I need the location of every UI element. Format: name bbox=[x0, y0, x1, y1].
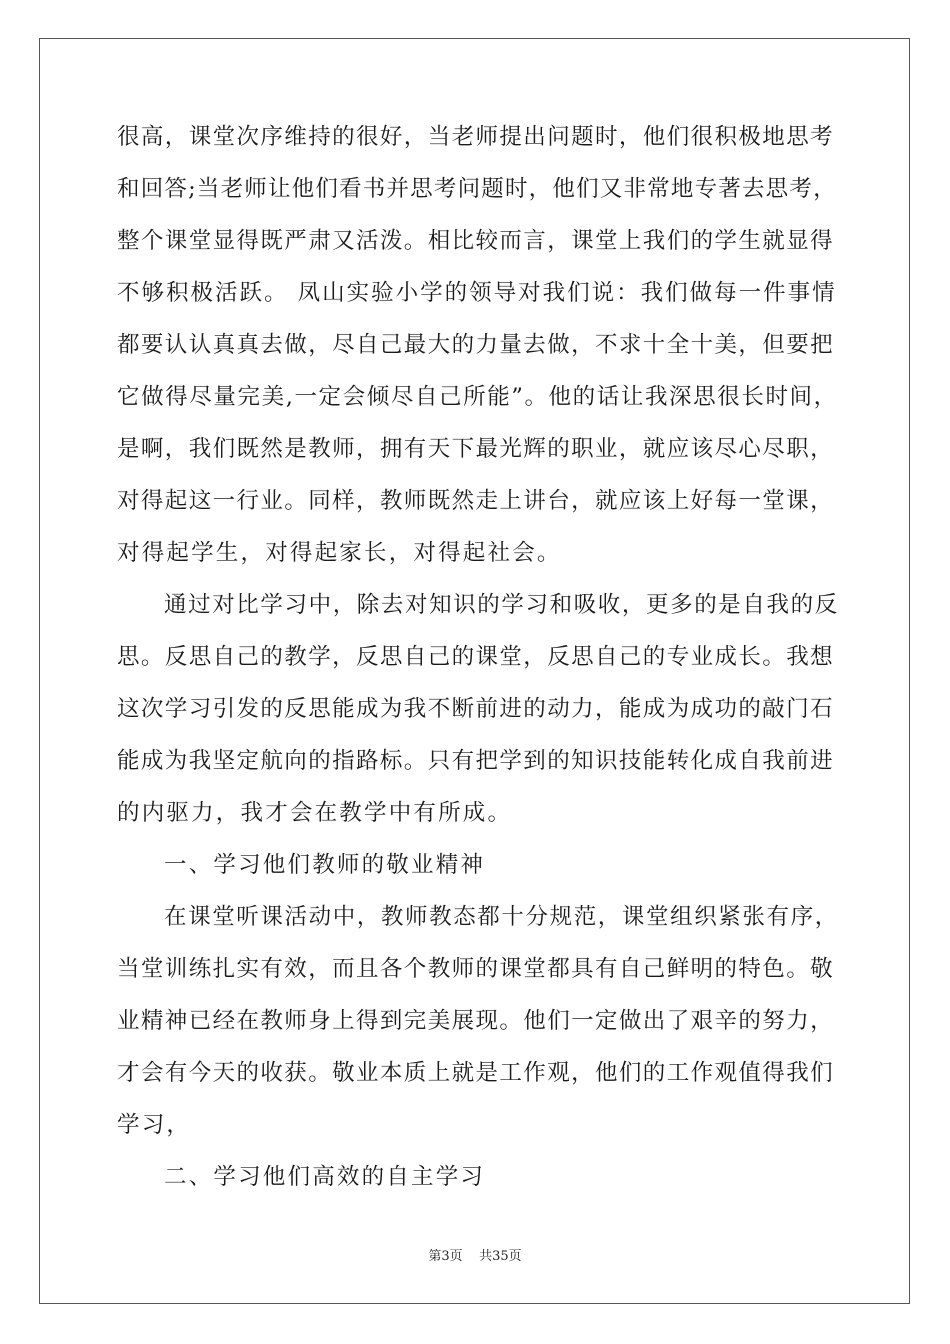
page-number: 第3页 bbox=[428, 1249, 463, 1264]
section-heading: 一、学习他们教师的敬业精神 bbox=[164, 852, 486, 878]
section-heading: 二、学习他们高效的自主学习 bbox=[164, 1164, 486, 1190]
text-line: 业精神已经在教师身上得到完美展现。他们一定做出了艰辛的努力， bbox=[117, 1008, 835, 1034]
page-total: 共35页 bbox=[479, 1249, 522, 1264]
text-line: 和回答;当老师让他们看书并思考问题时，他们又非常地专著去思考， bbox=[117, 176, 837, 202]
text-line: 对得起这一行业。同样，教师既然走上讲台，就应该上好每一堂课， bbox=[117, 488, 835, 514]
paragraph-first-line: 通过对比学习中，除去对知识的学习和吸收，更多的是自我的反 bbox=[164, 592, 839, 618]
text-line: 对得起学生，对得起家长，对得起社会。 bbox=[117, 540, 562, 566]
text-line: 不够积极活跃。 凤山实验小学的领导对我们说：我们做每一件事情 bbox=[117, 280, 837, 306]
text-line: 这次学习引发的反思能成为我不断前进的动力，能成为成功的敲门石 bbox=[117, 696, 835, 722]
text-line: 思。反思自己的教学，反思自己的课堂，反思自己的专业成长。我想 bbox=[117, 644, 835, 670]
text-line: 学习， bbox=[117, 1112, 192, 1138]
text-line: 的内驱力，我才会在教学中有所成。 bbox=[117, 800, 513, 826]
text-line: 都要认认真真去做，尽自己最大的力量去做，不求十全十美，但要把 bbox=[117, 332, 835, 358]
text-line: 当堂训练扎实有效，而且各个教师的课堂都具有自己鲜明的特色。敬 bbox=[117, 956, 835, 982]
text-line: 能成为我坚定航向的指路标。只有把学到的知识技能转化成自我前进 bbox=[117, 748, 835, 774]
text-line: 才会有今天的收获。敬业本质上就是工作观，他们的工作观值得我们 bbox=[117, 1060, 835, 1086]
text-line: 是啊，我们既然是教师，拥有天下最光辉的职业，就应该尽心尽职， bbox=[117, 436, 835, 462]
paragraph-first-line: 在课堂听课活动中，教师教态都十分规范，课堂组织紧张有序， bbox=[164, 904, 839, 930]
page-footer bbox=[0, 1248, 950, 1266]
text-line: 它做得尽量完美,一定会倾尽自己所能”。他的话让我深思很长时间， bbox=[117, 384, 838, 410]
text-line: 很高，课堂次序维持的很好，当老师提出问题时，他们很积极地思考 bbox=[117, 124, 835, 150]
text-line: 整个课堂显得既严肃又活泼。相比较而言，课堂上我们的学生就显得 bbox=[117, 228, 835, 254]
